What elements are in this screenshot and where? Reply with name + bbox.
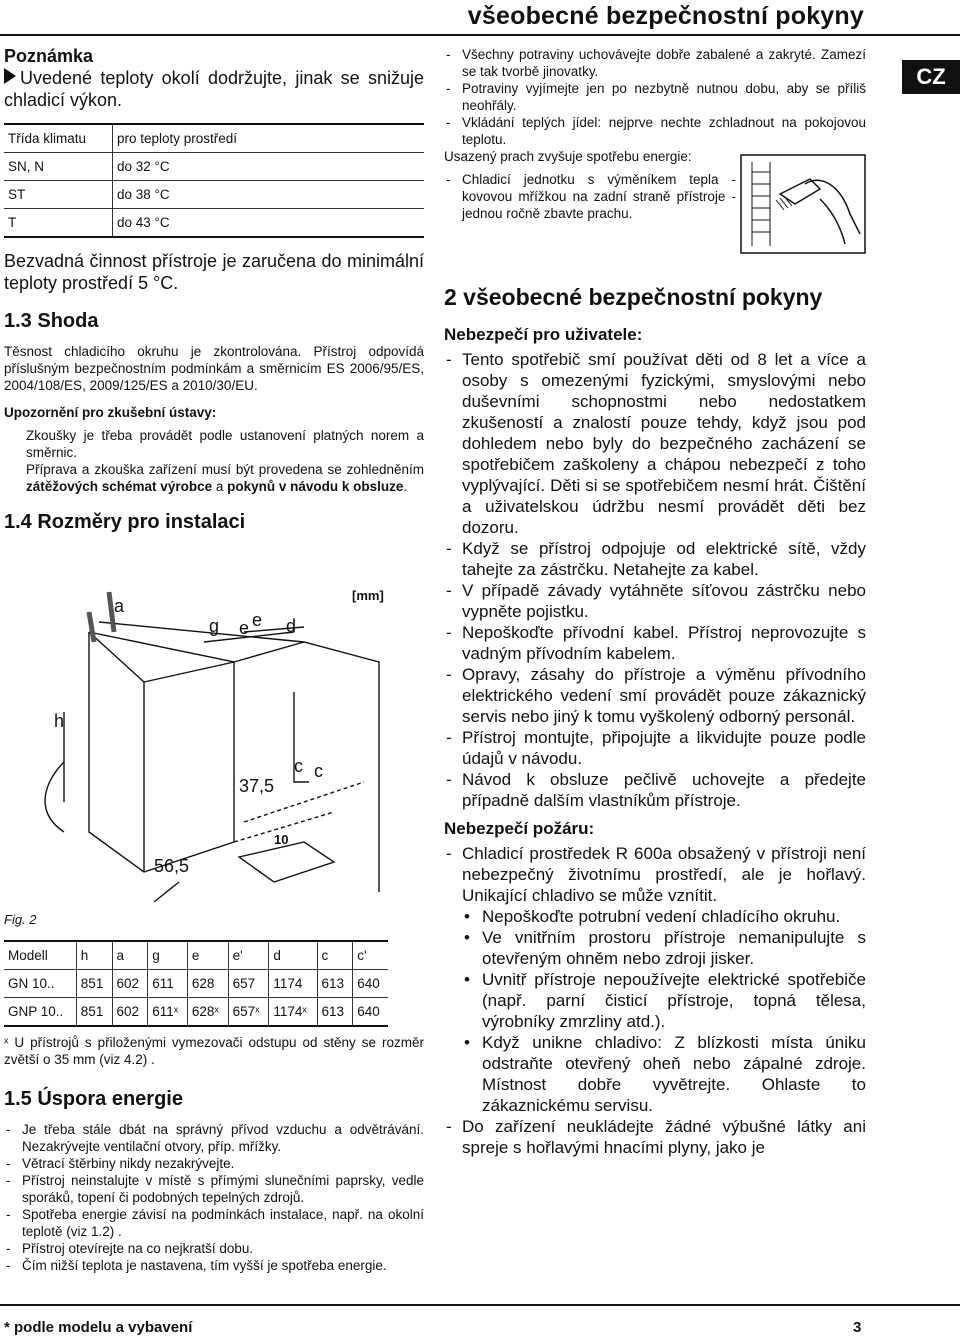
dim-label-g: g bbox=[209, 616, 220, 636]
figure-unit-label: [mm] bbox=[352, 588, 384, 603]
table-cell: do 38 °C bbox=[113, 181, 425, 209]
table-cell: 657ˣ bbox=[228, 998, 269, 1027]
table-cell: T bbox=[4, 209, 113, 238]
dim-label-37-5: 37,5 bbox=[239, 776, 275, 796]
s13-notice-p2: Příprava a zkouška zařízení musí být provedena se zohledněním zátěžových schémat výrobce a pokynů v návodu k obsluze. bbox=[26, 462, 424, 494]
section-title-1-3: 1.3 Shoda bbox=[4, 310, 99, 332]
climate-class-table bbox=[4, 123, 424, 238]
table-cell: 851 bbox=[76, 970, 112, 998]
table-cell: 611 bbox=[148, 970, 188, 998]
figure-caption: Fig. 2 bbox=[4, 912, 37, 927]
section-title-1-4: 1.4 Rozměry pro instalaci bbox=[4, 511, 246, 533]
table-cell: 1174 bbox=[269, 970, 317, 998]
table-header-cell: h bbox=[76, 941, 112, 970]
table-row bbox=[4, 181, 424, 209]
table-cell: 613 bbox=[317, 998, 353, 1027]
dim-label-c-prime: c bbox=[314, 761, 323, 781]
list-item: - Přístroj neinstalujte v místě s přímými slunečními paprsky, vedle sporáků, topení či podobných tepelných zdrojů. bbox=[4, 1172, 424, 1206]
arrow-right-icon bbox=[4, 68, 16, 84]
danger-fire-title: Nebezpečí požáru: bbox=[444, 819, 595, 838]
footer-rule bbox=[0, 1304, 960, 1306]
list-item: - Návod k obsluze pečlivě uchovejte a předejte případně dalším vlastníkům přístroje. bbox=[444, 769, 866, 811]
table-cell: GNP 10.. bbox=[4, 998, 76, 1027]
power-cord bbox=[45, 762, 64, 832]
table-header-cell: a bbox=[112, 941, 148, 970]
danger-users-title: Nebezpečí pro uživatele: bbox=[444, 325, 643, 344]
table-cell: 640 bbox=[353, 998, 388, 1027]
table-cell: 851 bbox=[76, 998, 112, 1027]
table-cell: GN 10.. bbox=[4, 970, 76, 998]
condenser-cleaning-illustration bbox=[740, 154, 866, 254]
list-item: - Vkládání teplých jídel: nejprve nechte zchladnout na pokojovou teplotu. bbox=[444, 114, 866, 148]
energy-saving-list bbox=[4, 1121, 424, 1274]
table-cell: 657 bbox=[228, 970, 269, 998]
header-rule bbox=[0, 34, 960, 36]
list-item: - Potraviny vyjímejte jen po nezbytně nutnou dobu, aby se příliš neohřály. bbox=[444, 80, 866, 114]
table-row bbox=[4, 970, 388, 998]
list-item: - V případě závady vytáhněte síťovou zástrčku nebo vypněte pojistku. bbox=[444, 580, 866, 622]
left-column bbox=[4, 46, 424, 534]
section-title-1-5: 1.5 Úspora energie bbox=[4, 1088, 183, 1110]
list-item: - Čím nižší teplota je nastavena, tím vyšší je spotřeba energie. bbox=[4, 1257, 424, 1274]
explosives-list bbox=[444, 1116, 866, 1158]
dim-label-e-prime: e bbox=[252, 610, 263, 630]
table-header-cell: c' bbox=[353, 941, 388, 970]
dim-label-a: a bbox=[114, 596, 125, 616]
list-item: - Chladicí prostředek R 600a obsažený v přístroji není nebezpečný životnímu prostředí, ale je hořlavý. Unikající chladivo se může vznítit. bbox=[444, 843, 866, 906]
page-number: 3 bbox=[853, 1319, 862, 1336]
dims-footnote: ˣ U přístrojů s přiloženými vymezovači odstupu od stěny se rozměr zvětší o 35 mm (viz 4.2) . bbox=[4, 1035, 424, 1067]
footer-note: * podle modelu a vybavení bbox=[4, 1319, 193, 1336]
danger-users-list bbox=[444, 349, 866, 811]
table-cell: 640 bbox=[353, 970, 388, 998]
table-cell: SN, N bbox=[4, 153, 113, 181]
table-cell: 602 bbox=[112, 998, 148, 1027]
table-header-cell: pro teploty prostředí bbox=[113, 124, 425, 153]
page-header-title: všeobecné bezpečnostní pokyny bbox=[467, 2, 864, 30]
table-header-row bbox=[4, 941, 388, 970]
list-item: • Uvnitř přístroje nepoužívejte elektrické spotřebiče (např. parní čisticí přístroje, topná tělesa, výrobníky zmrzliny atd.). bbox=[464, 969, 866, 1032]
list-item: - Opravy, zásahy do přístroje a výměnu přívodního elektrického vedení smí provádět pouze zákaznický servis nebo jiný k tomu vyškolený odborný personál. bbox=[444, 664, 866, 727]
fire-sublist bbox=[444, 906, 866, 1116]
note-text: Uvedené teploty okolí dodržujte, jinak se snižuje chladicí výkon. bbox=[4, 68, 424, 110]
list-item: - Přístroj otevírejte na co nejkratší dobu. bbox=[4, 1240, 424, 1257]
section-title-2: 2 všeobecné bezpečnostní pokyny bbox=[444, 284, 823, 310]
dim-label-e: e bbox=[239, 618, 250, 638]
min-temp-text: Bezvadná činnost přístroje je zaručena do minimální teploty prostředí 5 °C. bbox=[4, 251, 424, 293]
table-row bbox=[4, 209, 424, 238]
installation-dimensions-figure bbox=[4, 572, 424, 932]
note-title: Poznámka bbox=[4, 46, 94, 66]
table-header-cell: g bbox=[148, 941, 188, 970]
table-cell: 611ˣ bbox=[148, 998, 188, 1027]
dim-label-h: h bbox=[54, 711, 65, 731]
dim-label-56-5: 56,5 bbox=[154, 856, 190, 876]
wrench-icon bbox=[239, 842, 334, 882]
table-cell: 602 bbox=[112, 970, 148, 998]
list-item: - Nepoškoďte přívodní kabel. Přístroj neprovozujte s vadným přívodním kabelem. bbox=[444, 622, 866, 664]
dim-label-10: 10 bbox=[274, 832, 289, 847]
table-row bbox=[4, 998, 388, 1027]
storage-tips-list bbox=[444, 46, 866, 148]
table-cell: ST bbox=[4, 181, 113, 209]
wall-outline bbox=[99, 622, 379, 892]
s13-notice-p1: Zkoušky je třeba provádět podle ustanovení platných norem a směrnic. bbox=[26, 428, 424, 460]
list-item: - Chladicí jednotku s výměníkem tepla - kovovou mřížkou na zadní straně přístroje - jednou ročně zbavte prachu. bbox=[444, 171, 736, 222]
list-item: - Do zařízení neukládejte žádné výbušné látky ani spreje s hořlavými hnacími plyny, jako je bbox=[444, 1116, 866, 1158]
table-header-cell: Třída klimatu bbox=[4, 124, 113, 153]
list-item: - Větrací štěrbiny nikdy nezakrývejte. bbox=[4, 1155, 424, 1172]
table-header-cell: e bbox=[187, 941, 228, 970]
section-1-5 bbox=[4, 1088, 424, 1274]
safety-section bbox=[444, 284, 866, 1158]
table-header-cell: Modell bbox=[4, 941, 76, 970]
s13-text: Těsnost chladicího okruhu je zkontrolována. Přístroj odpovídá příslušným bezpečnostním podmínkám a směrnicím ES 2006/95/ES, 2004/108/ES, 2009/125/ES a 2010/30/EU. bbox=[4, 344, 424, 393]
table-header-cell: d bbox=[269, 941, 317, 970]
list-item: • Když unikne chladivo: Z blízkosti místa úniku odstraňte otevřený oheň nebo zápalné zdroje. Místnost dobře vyvětrejte. Ohlaste to zákaznickému servisu. bbox=[464, 1032, 866, 1116]
table-header-row bbox=[4, 124, 424, 153]
table-header-cell: c bbox=[317, 941, 353, 970]
dimensions-table bbox=[4, 940, 388, 1027]
table-cell: 613 bbox=[317, 970, 353, 998]
list-item: • Ve vnitřním prostoru přístroje nemanipulujte s otevřeným ohněm nebo zdroji jisker. bbox=[464, 927, 866, 969]
table-cell: 628 bbox=[187, 970, 228, 998]
danger-fire-list bbox=[444, 843, 866, 906]
list-item: - Tento spotřebič smí používat děti od 8 let a více a osoby s omezenými fyzickými, smyslovými nebo duševními schopnostmi nebo nedostatkem zkušeností a znalostí pouze tehdy, když jsou pod dohledem nebo byly do bezpečného zacházení se spotřebičem zaškoleny a chápou nebezpečí z toho vyplývající. Děti si se spotřebičem nesmí hrát. Čištění a uživatelskou údržbu nesmí provádět děti bez dozoru. bbox=[444, 349, 866, 538]
s13-notice-title: Upozornění pro zkušební ústavy: bbox=[4, 405, 217, 420]
dust-list bbox=[444, 171, 736, 222]
list-item: - Když se přístroj odpojuje od elektrické sítě, vždy tahejte za zástrčku. Netahejte za kabel. bbox=[444, 538, 866, 580]
table-header-cell: e' bbox=[228, 941, 269, 970]
table-cell: do 32 °C bbox=[113, 153, 425, 181]
language-badge: CZ bbox=[902, 60, 960, 94]
dim-label-c: c bbox=[294, 756, 303, 776]
list-item: - Spotřeba energie závisí na podmínkách instalace, např. na okolní teplotě (viz 1.2) . bbox=[4, 1206, 424, 1240]
dust-text: Usazený prach zvyšuje spotřebu energie: bbox=[444, 149, 692, 164]
dim-label-d: d bbox=[286, 616, 297, 636]
list-item: - Všechny potraviny uchovávejte dobře zabalené a zakryté. Zamezí se tak tvorbě jinovatky. bbox=[444, 46, 866, 80]
table-cell: 628ˣ bbox=[187, 998, 228, 1027]
list-item: - Je třeba stále dbát na správný přívod vzduchu a odvětrávání. Nezakrývejte ventilační otvory, příp. mřížky. bbox=[4, 1121, 424, 1155]
list-item: • Nepoškoďte potrubní vedení chladícího okruhu. bbox=[464, 906, 866, 927]
appliance-body bbox=[89, 632, 234, 872]
list-item: - Přístroj montujte, připojujte a likvidujte pouze podle údajů v návodu. bbox=[444, 727, 866, 769]
table-cell: do 43 °C bbox=[113, 209, 425, 238]
table-row bbox=[4, 153, 424, 181]
table-cell: 1174ˣ bbox=[269, 998, 317, 1027]
